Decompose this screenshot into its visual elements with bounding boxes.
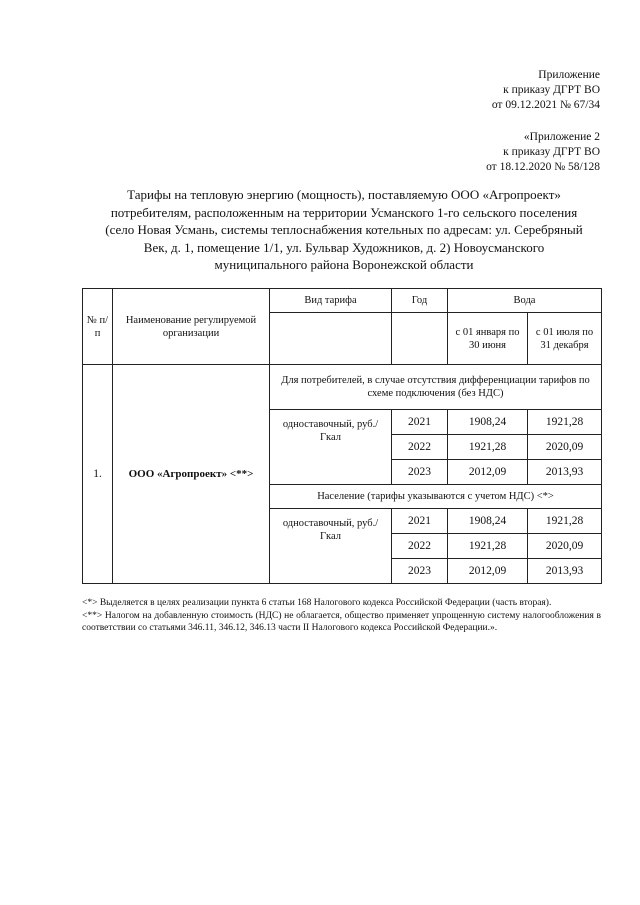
header-line: Приложение xyxy=(538,69,600,81)
tariff-value: 2012,09 xyxy=(448,460,528,485)
table-header-row xyxy=(83,289,602,313)
tariff-value: 2020,09 xyxy=(528,435,602,460)
section-row xyxy=(83,365,602,410)
tariff-type: одноставочный, руб./Гкал xyxy=(270,509,392,584)
header-water: Вода xyxy=(448,289,602,313)
year-cell: 2022 xyxy=(392,534,448,559)
title-line: муниципального района Воронежской области xyxy=(214,257,474,272)
row-number: 1. xyxy=(83,365,113,584)
header-period-1: с 01 января по 30 июня xyxy=(448,313,528,365)
title-line: Век, д. 1, помещение 1/1, ул. Бульвар Художников, д. 2) Новоусманского xyxy=(143,239,545,255)
year-cell: 2023 xyxy=(392,559,448,584)
empty-cell xyxy=(270,313,392,365)
year-cell: 2022 xyxy=(392,435,448,460)
tariff-value: 2012,09 xyxy=(448,559,528,584)
order-reference-current xyxy=(492,68,600,113)
tariff-value: 1908,24 xyxy=(448,410,528,435)
tariff-value: 2020,09 xyxy=(528,534,602,559)
header-year: Год xyxy=(392,289,448,313)
tariff-value: 1921,28 xyxy=(448,435,528,460)
footnote-1: <*> Выделяется в целях реализации пункта 6 статьи 168 Налогового кодекса Российской Федерации (часть вторая). xyxy=(82,598,552,608)
header-line: от 18.12.2020 № 58/128 xyxy=(486,161,600,173)
tariff-value: 1921,28 xyxy=(448,534,528,559)
header-org-name: Наименование регулируемой организации xyxy=(113,289,270,365)
header-line: к приказу ДГРТ ВО xyxy=(503,84,600,96)
tariff-table xyxy=(82,288,602,584)
tariff-value: 1908,24 xyxy=(448,509,528,534)
header-line: к приказу ДГРТ ВО xyxy=(503,146,600,158)
year-cell: 2021 xyxy=(392,509,448,534)
tariff-value: 1921,28 xyxy=(528,410,602,435)
footnotes xyxy=(82,597,601,635)
header-line: от 09.12.2021 № 67/34 xyxy=(491,99,600,111)
tariff-value: 1921,28 xyxy=(528,509,602,534)
title-line: потребителям, расположенным на территории Усманского 1-го сельского поселения xyxy=(110,204,578,220)
header-line: «Приложение 2 xyxy=(523,131,600,143)
tariff-type: одноставочный, руб./Гкал xyxy=(270,410,392,485)
header-period-2: с 01 июля по 31 декабря xyxy=(528,313,602,365)
order-reference-previous xyxy=(486,130,600,175)
header-num: № п/п xyxy=(83,289,113,365)
title-line: Тарифы на тепловую энергию (мощность), поставляемую ООО «Агропроект» xyxy=(127,187,561,202)
section-title: Население (тарифы указываются с учетом НДС) <*> xyxy=(270,485,602,509)
tariff-value: 2013,93 xyxy=(528,559,602,584)
year-cell: 2023 xyxy=(392,460,448,485)
year-cell: 2021 xyxy=(392,410,448,435)
header-tariff-type: Вид тарифа xyxy=(270,289,392,313)
footnote-2: <**> Налогом на добавленную стоимость (НДС) не облагается, общество применяет упрощенную систему налогообложения в соответствии со статьями 346.11, 346.12, 346.13 части II Налогового кодекса Российской Федерации.». xyxy=(82,610,601,633)
tariff-value: 2013,93 xyxy=(528,460,602,485)
organization-name: ООО «Агропроект» <**> xyxy=(113,365,270,584)
section-title: Для потребителей, в случае отсутствия дифференциации тарифов по схеме подключения (без НДС) xyxy=(270,365,602,410)
empty-cell xyxy=(392,313,448,365)
document-title xyxy=(84,186,604,274)
title-line: (село Новая Усмань, системы теплоснабжения котельных по адресам: ул. Серебряный xyxy=(105,222,583,237)
